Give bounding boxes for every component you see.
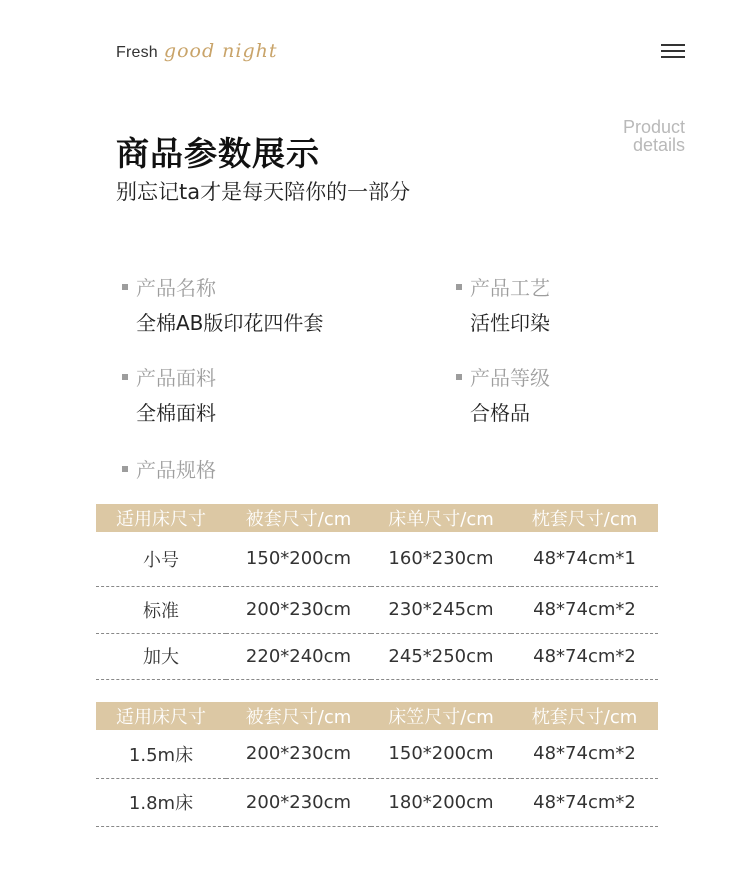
table-header-row (96, 504, 658, 532)
table-row (96, 586, 658, 633)
size-table-sheet (96, 504, 658, 680)
brand-logo (116, 40, 278, 62)
hamburger-menu-icon[interactable] (661, 44, 685, 60)
table-cell: 小号 (96, 532, 226, 586)
table-cell: 200*230cm (226, 586, 371, 633)
table-header-cell: 床笠尺寸/cm (371, 702, 511, 730)
info-value: 全棉面料 (136, 401, 216, 425)
info-product-craft (450, 272, 550, 336)
info-label: 产品等级 (450, 362, 550, 391)
table-row (96, 532, 658, 586)
table-row (96, 633, 658, 679)
table-header-cell: 被套尺寸/cm (226, 504, 371, 532)
table-header-cell: 被套尺寸/cm (226, 702, 371, 730)
table-cell: 48*74cm*2 (511, 586, 658, 633)
table-header-row (96, 702, 658, 730)
size-table-fitted (96, 702, 658, 827)
table-cell: 48*74cm*2 (511, 778, 658, 826)
brand-main-text: Fresh (116, 44, 158, 61)
info-label: 产品规格 (116, 454, 216, 483)
table-row (96, 778, 658, 826)
table-cell: 160*230cm (371, 532, 511, 586)
info-label: 产品名称 (116, 272, 323, 301)
table-cell: 220*240cm (226, 633, 371, 679)
table-cell: 200*230cm (226, 778, 371, 826)
table-cell: 标准 (96, 586, 226, 633)
info-value: 合格品 (470, 401, 530, 425)
brand-script-text: good night (163, 40, 278, 62)
table-cell: 150*200cm (371, 730, 511, 778)
table-cell: 180*200cm (371, 778, 511, 826)
table-cell: 加大 (96, 633, 226, 679)
info-value: 活性印染 (470, 311, 550, 335)
table-header-cell: 枕套尺寸/cm (511, 504, 658, 532)
table-header-cell: 适用床尺寸 (96, 702, 226, 730)
info-label: 产品工艺 (450, 272, 550, 301)
page-subtitle: 别忘记ta才是每天陪你的一部分 (116, 180, 411, 204)
table-header-cell: 适用床尺寸 (96, 504, 226, 532)
info-product-spec (116, 454, 216, 483)
info-label: 产品面料 (116, 362, 216, 391)
table-cell: 48*74cm*2 (511, 633, 658, 679)
info-product-name (116, 272, 323, 336)
tag-line-details: details (632, 135, 685, 155)
table-cell: 230*245cm (371, 586, 511, 633)
table-cell: 48*74cm*1 (511, 532, 658, 586)
info-product-fabric (116, 362, 216, 426)
table-cell: 150*200cm (226, 532, 371, 586)
table-cell: 1.5m床 (96, 730, 226, 778)
table-cell: 48*74cm*2 (511, 730, 658, 778)
table-cell: 245*250cm (371, 633, 511, 679)
table-header-cell: 枕套尺寸/cm (511, 702, 658, 730)
table-cell: 200*230cm (226, 730, 371, 778)
table-row (96, 730, 658, 778)
product-details-tag (623, 118, 685, 154)
info-value: 全棉AB版印花四件套 (136, 311, 324, 335)
page-title: 商品参数展示 (116, 134, 320, 173)
table-header-cell: 床单尺寸/cm (371, 504, 511, 532)
table-cell: 1.8m床 (96, 778, 226, 826)
info-product-grade (450, 362, 550, 426)
tag-line-product: Product (622, 117, 685, 137)
